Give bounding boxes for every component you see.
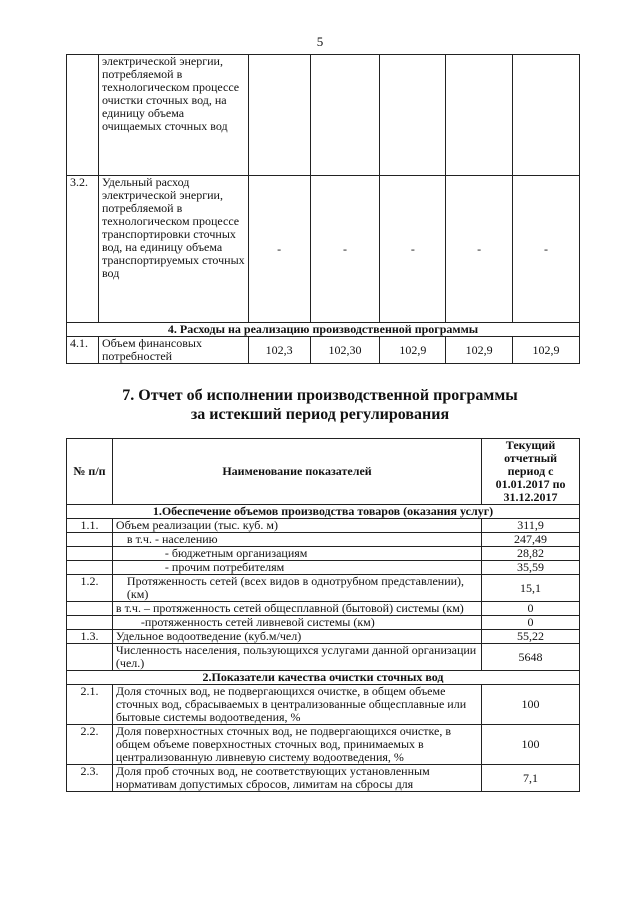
section-heading: [0, 386, 640, 424]
table-row: [67, 602, 580, 616]
row-name: Объем реализации (тыс. куб. м): [112, 519, 481, 533]
value-cell: 35,59: [482, 561, 580, 575]
heading-line2: за истекший период регулирования: [190, 406, 450, 423]
value-cell: [446, 55, 513, 176]
row-number: 2.1.: [67, 685, 113, 725]
section-row: [67, 323, 580, 337]
section-title: 1.Обеспечение объемов производства товаров (оказания услуг): [67, 505, 580, 519]
row-name: - бюджетным организациям: [112, 547, 481, 561]
value-cell: 311,9: [482, 519, 580, 533]
header-period: Текущий отчетный период с 01.01.2017 по 31.12.2017: [482, 439, 580, 505]
table-row: [67, 765, 580, 792]
row-name: электрической энергии, потребляемой в технологическом процессе очистки сточных вод, на единицу объема очищаемых сточных вод: [98, 55, 248, 176]
value-cell: 247,49: [482, 533, 580, 547]
row-number: 1.3.: [67, 630, 113, 644]
row-name: Удельное водоотведение (куб.м/чел): [112, 630, 481, 644]
row-number: 3.2.: [67, 176, 99, 323]
value-cell: [513, 55, 580, 176]
table-row: [67, 533, 580, 547]
table-indicators-continued: [66, 54, 580, 364]
table-row: [67, 725, 580, 765]
value-cell: -: [513, 176, 580, 323]
value-cell: 102,30: [310, 337, 380, 364]
section-row: [67, 671, 580, 685]
section-title: 4. Расходы на реализацию производственной программы: [67, 323, 580, 337]
table-row: [67, 644, 580, 671]
table-row: [67, 561, 580, 575]
value-cell: 28,82: [482, 547, 580, 561]
header-row: [67, 439, 580, 505]
value-cell: 102,9: [380, 337, 446, 364]
value-cell: 0: [482, 602, 580, 616]
table-row: [67, 176, 580, 323]
table-row: [67, 685, 580, 725]
row-number: [67, 55, 99, 176]
value-cell: -: [380, 176, 446, 323]
table-row: [67, 575, 580, 602]
value-cell: [310, 55, 380, 176]
row-number: [67, 533, 113, 547]
value-cell: 5648: [482, 644, 580, 671]
section-row: [67, 505, 580, 519]
row-name: в т.ч. – протяженность сетей общесплавной (бытовой) системы (км): [112, 602, 481, 616]
table-row: [67, 337, 580, 364]
table-row: [67, 630, 580, 644]
value-cell: [380, 55, 446, 176]
row-number: [67, 561, 113, 575]
row-number: 4.1.: [67, 337, 99, 364]
row-name: Удельный расход электрической энергии, потребляемой в технологическом процессе транспортировки сточных вод, на единицу объема транспортируемых сточных вод: [98, 176, 248, 323]
value-cell: 15,1: [482, 575, 580, 602]
value-cell: 0: [482, 616, 580, 630]
row-number: 1.1.: [67, 519, 113, 533]
section-title: 2.Показатели качества очистки сточных вод: [67, 671, 580, 685]
header-num: № п/п: [67, 439, 113, 505]
value-cell: 55,22: [482, 630, 580, 644]
value-cell: 102,3: [248, 337, 310, 364]
row-number: 1.2.: [67, 575, 113, 602]
table-program-report: [66, 438, 580, 792]
heading-line1: 7. Отчет об исполнении производственной программы: [122, 387, 518, 404]
row-name: -протяженность сетей ливневой системы (км): [112, 616, 481, 630]
table-row: [67, 55, 580, 176]
value-cell: 102,9: [513, 337, 580, 364]
row-name: в т.ч. - населению: [112, 533, 481, 547]
page-number: 5: [316, 34, 324, 49]
row-name: - прочим потребителям: [112, 561, 481, 575]
row-number: [67, 616, 113, 630]
table-row: [67, 547, 580, 561]
value-cell: 7,1: [482, 765, 580, 792]
value-cell: -: [446, 176, 513, 323]
row-name: Доля поверхностных сточных вод, не подвергающихся очистке, в общем объеме поверхностных сточных вод, принимаемых в централизованную ливневую систему водоотведения, %: [112, 725, 481, 765]
row-number: [67, 644, 113, 671]
row-name: Объем финансовых потребностей: [98, 337, 248, 364]
row-number: 2.2.: [67, 725, 113, 765]
value-cell: 100: [482, 685, 580, 725]
row-number: [67, 547, 113, 561]
value-cell: 102,9: [446, 337, 513, 364]
row-name: Численность населения, пользующихся услугами данной организации (чел.): [112, 644, 481, 671]
row-number: [67, 602, 113, 616]
row-number: 2.3.: [67, 765, 113, 792]
row-name: Доля проб сточных вод, не соответствующих установленным нормативам допустимых сбросов, лимитам на сбросы для: [112, 765, 481, 792]
row-name: Протяженность сетей (всех видов в однотрубном представлении), (км): [112, 575, 481, 602]
value-cell: [248, 55, 310, 176]
table-row: [67, 616, 580, 630]
table-row: [67, 519, 580, 533]
row-name: Доля сточных вод, не подвергающихся очистке, в общем объеме сточных вод, сбрасываемых в централизованные общесплавные или бытовые системы водоотведения, %: [112, 685, 481, 725]
value-cell: -: [310, 176, 380, 323]
header-name: Наименование показателей: [112, 439, 481, 505]
value-cell: 100: [482, 725, 580, 765]
value-cell: -: [248, 176, 310, 323]
